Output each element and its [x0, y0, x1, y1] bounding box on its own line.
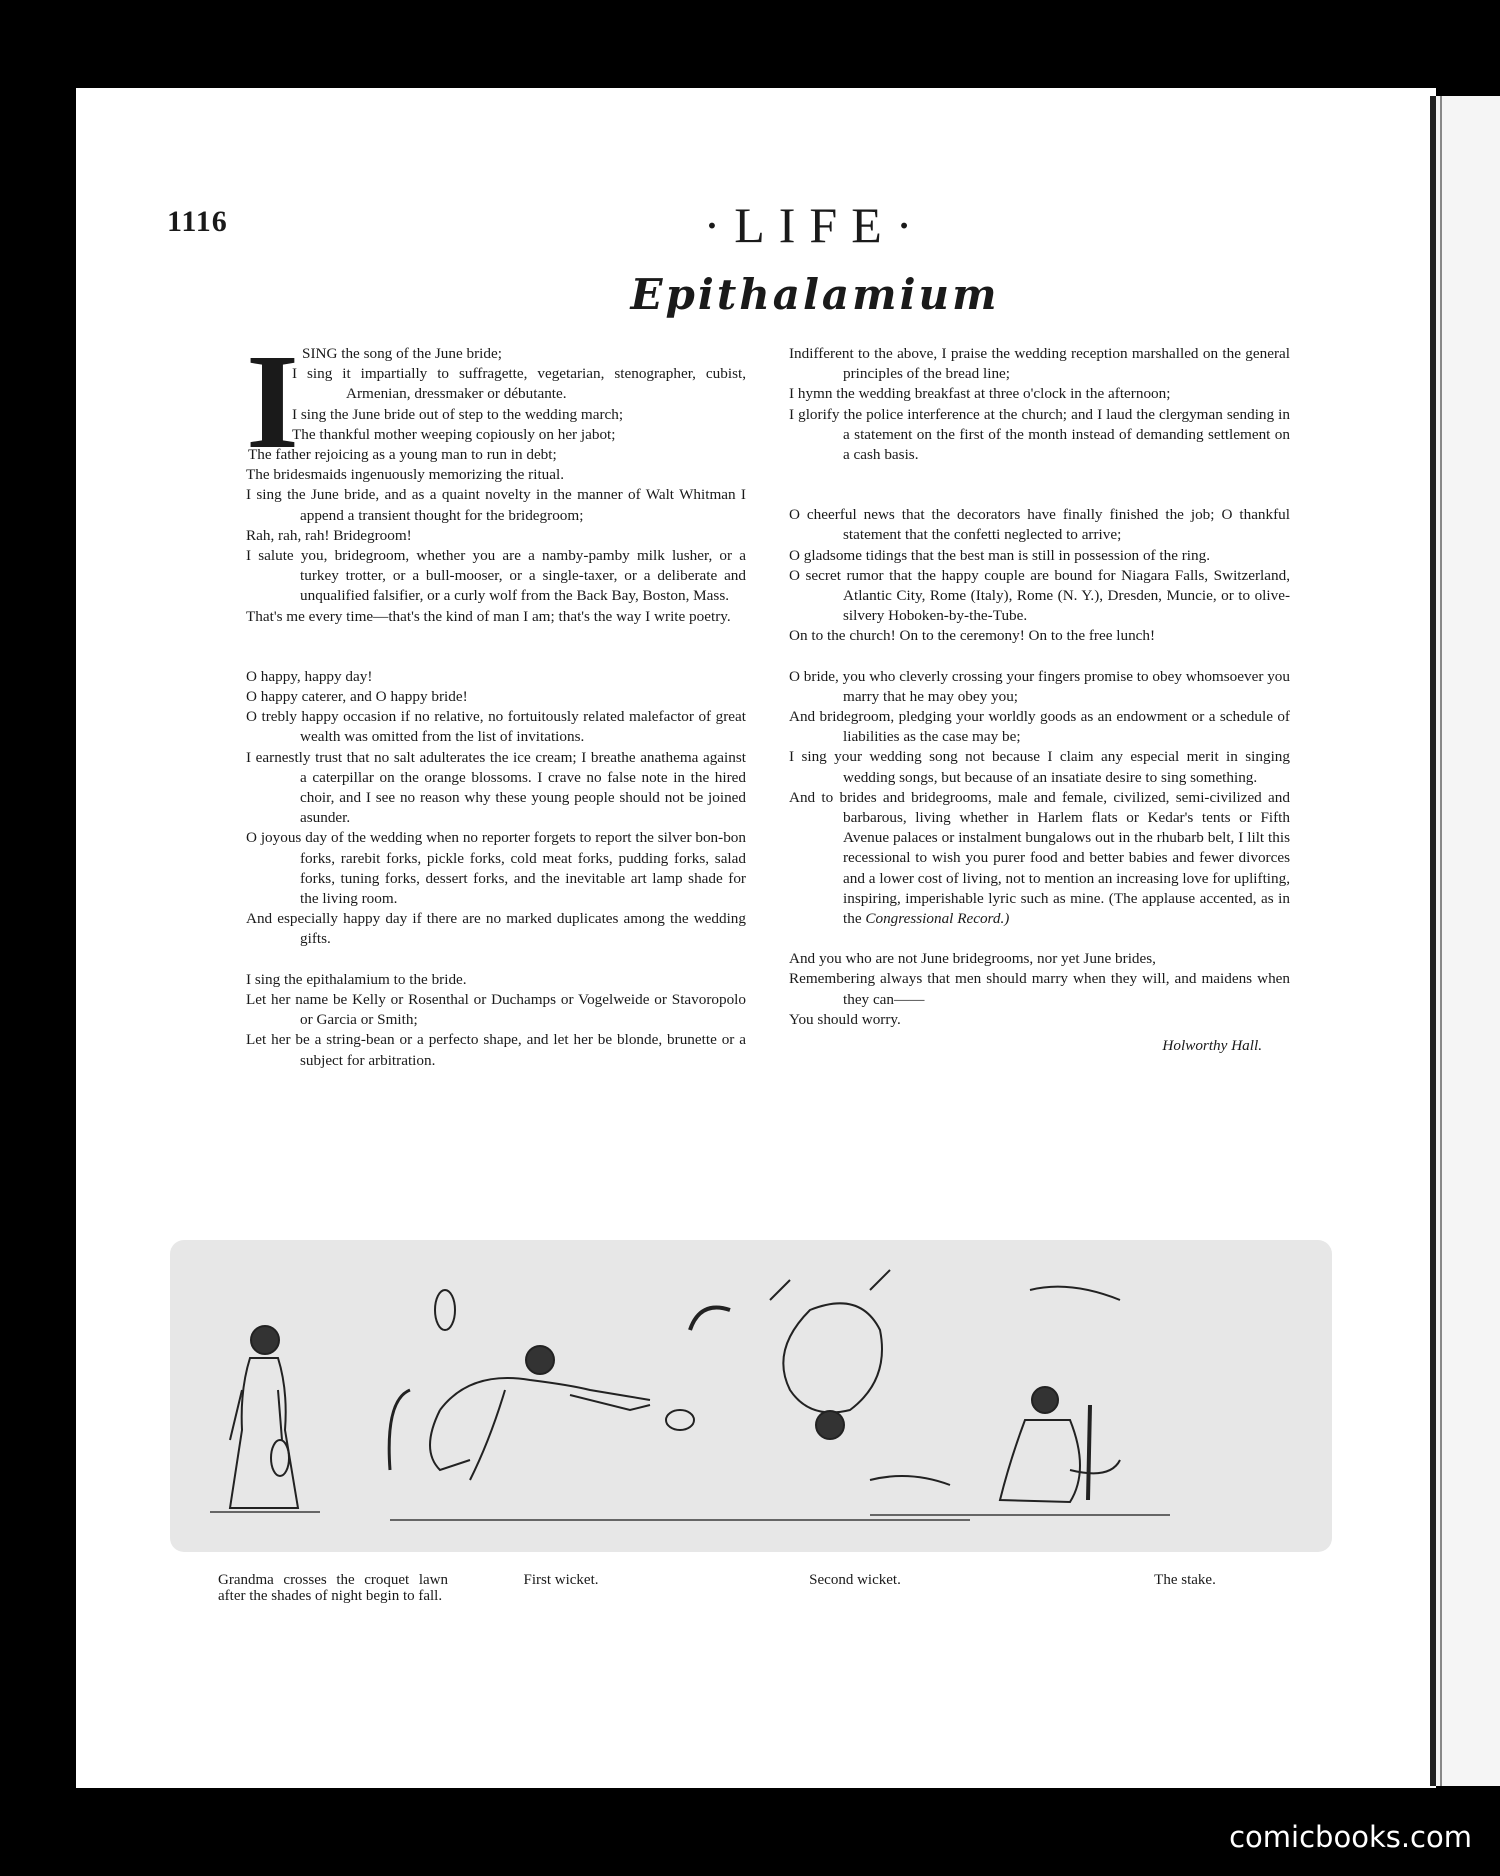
masthead: ·LIFE· [703, 197, 927, 253]
poem-line: The thankful mother weeping copiously on her jabot; [292, 425, 616, 443]
adjacent-page-edge [1430, 96, 1500, 1786]
poem-line: I sing the June bride out of step to the wedding march; [292, 405, 624, 423]
poem-column-right [789, 344, 1290, 1056]
poem-line: You should worry. [789, 1010, 901, 1028]
drop-cap: I [246, 327, 299, 477]
poem-line: I sing the epithalamium to the bride. [246, 970, 467, 988]
caption-first-wicket: First wicket. [523, 1572, 599, 1588]
poem-line: Let her name be Kelly or Rosenthal or Duchamps or Vogelweide or Stavoropolo or Garcia or Smith; [246, 990, 746, 1029]
poem-line: O bride, you who cleverly crossing your fingers promise to obey whomsoever you marry that he may obey you; [789, 667, 1290, 705]
poem-line: O cheerful news that the decorators have finally finished the job; O thankful statement that the confetti neglected to arrive; [789, 506, 1290, 544]
italic-title: Congressional Record.) [865, 910, 1010, 928]
page-number: 1116 [167, 205, 228, 238]
poem-title: Epithalamium [630, 270, 1000, 319]
poem-line: And you who are not June bridegrooms, nor yet June brides, [789, 950, 1156, 968]
poem-line [789, 788, 1290, 929]
poem-line: I earnestly trust that no salt adulterates the ice cream; I breathe anathema against a caterpillar on the orange blossoms. I crave no false note in the hired choir, and I see no reason why these young people should not be joined asunder. [246, 748, 746, 827]
poem-line-text: And to brides and bridegrooms, male and female, civilized, semi-civilized and barbarous, living whether in Harlem flats or Kedar's tents or Fifth Avenue palaces or instalment bungalows out in the rhubarb belt, I lilt this recessional to wish you purer food and better babies and fewer divorces and a lower cost of living, not to mention an increasing love for uplifting, inspiring, imperishable lyric such as mine. (The applause accented, as in the [789, 788, 1290, 928]
poem-line: That's me every time—that's the kind of man I am; that's the way I write poetry. [246, 607, 731, 625]
poem-line: O happy, happy day! [246, 667, 373, 685]
cartoon-illustration [170, 1240, 1332, 1552]
caption-second-wicket: Second wicket. [809, 1572, 901, 1588]
caption-the-stake: The stake. [1154, 1572, 1216, 1588]
poem-line: I sing the June bride, and as a quaint novelty in the manner of Walt Whitman I append a transient thought for the bridegroom; [246, 486, 746, 524]
poem-line: Indifferent to the above, I praise the wedding reception marshalled on the general principles of the bread line; [789, 345, 1290, 383]
poem-line: O trebly happy occasion if no relative, no fortuitously related malefactor of great wealth was omitted from the list of invitations. [246, 708, 746, 746]
cartoon-strip [170, 1240, 1332, 1552]
site-watermark: comicbooks.com [1229, 1820, 1472, 1854]
poem-line: Let her be a string-bean or a perfecto shape, and let her be blonde, brunette or a subject for arbitration. [246, 1031, 746, 1069]
caption-grandma-crosses: Grandma crosses the croquet lawn after the shades of night begin to fall. [218, 1572, 448, 1604]
poem-line: O happy caterer, and O happy bride! [246, 688, 468, 706]
poem-line: I sing your wedding song not because I claim any especial merit in singing wedding songs, but because of an insatiate desire to sing something. [789, 748, 1290, 786]
poem-line: I sing it impartially to suffragette, vegetarian, stenographer, cubist, Armenian, dressmaker or débutante. [292, 365, 746, 403]
poem-column-left [246, 327, 746, 1071]
poem-line: SING the song of the June bride; [302, 345, 502, 362]
author-signature: Holworthy Hall. [1162, 1037, 1262, 1055]
poem-line: I hymn the wedding breakfast at three o'clock in the afternoon; [789, 385, 1171, 403]
poem-line: And bridegroom, pledging your worldly goods as an endowment or a schedule of liabilities as the case may be; [789, 708, 1290, 746]
poem-line: Rah, rah, rah! Bridegroom! [246, 526, 412, 544]
poem-line: The father rejoicing as a young man to run in debt; [248, 446, 557, 464]
poem-line: O joyous day of the wedding when no reporter forgets to report the silver bon-bon forks, rarebit forks, pickle forks, cold meat forks, pudding forks, salad forks, tuning forks, dessert forks, and the inevitable art lamp shade for the living room. [246, 829, 746, 908]
poem-line: Remembering always that men should marry when they will, and maidens when they can—— [789, 970, 1290, 1008]
grandma-standing-figure [210, 1326, 320, 1512]
grandma-sitting-figure [870, 1287, 1170, 1515]
grandma-tumbling-figure [666, 1270, 970, 1520]
poem-line: O secret rumor that the happy couple are bound for Niagara Falls, Switzerland, Atlantic City, Rome (Italy), Rome (N. Y.), Dresden, Muncie, or to olive-silvery Hoboken-by-the-Tube. [789, 566, 1290, 625]
grandma-tripping-figure [389, 1290, 670, 1520]
poem-line: The bridesmaids ingenuously memorizing the ritual. [246, 466, 565, 484]
poem-line: And especially happy day if there are no marked duplicates among the wedding gifts. [246, 910, 746, 948]
poem-line: O gladsome tidings that the best man is still in possession of the ring. [789, 546, 1211, 564]
poem-line: I glorify the police interference at the church; and I laud the clergyman sending in a statement on the first of the month instead of demanding settlement on a cash basis. [789, 405, 1290, 464]
poem-line: I salute you, bridegroom, whether you are a namby-pamby milk lusher, or a turkey trotter, or a bull-mooser, or a single-taxer, or a deliberate and unqualified falsifier, or a curly wolf from the Back Bay, Boston, Mass. [246, 547, 746, 605]
poem-line: On to the church! On to the ceremony! On to the free lunch! [789, 627, 1156, 645]
